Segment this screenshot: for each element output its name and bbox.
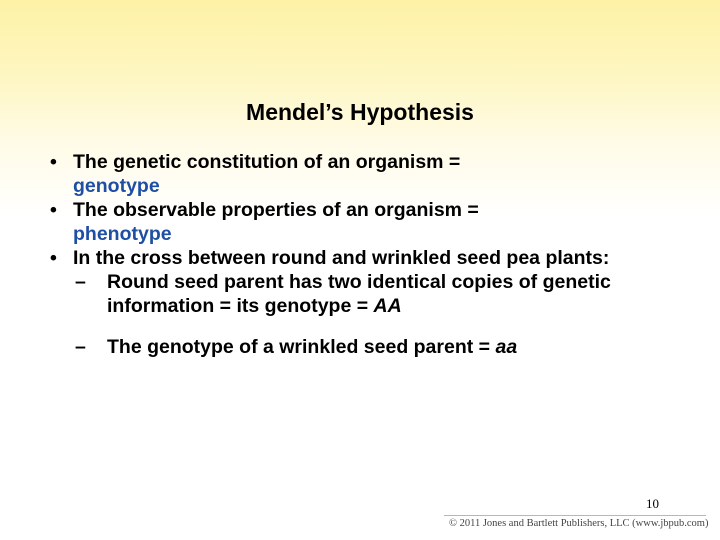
genotype-aa: aa — [495, 336, 518, 358]
bullet-marker: • — [50, 151, 57, 173]
bullet-list — [50, 150, 690, 359]
dash-marker: – — [75, 336, 86, 358]
bullet-text: The genetic constitution of an organism = — [73, 151, 461, 173]
term-phenotype: phenotype — [73, 223, 172, 245]
slide-title — [0, 99, 720, 126]
genotype-AA: AA — [373, 295, 402, 317]
bullet-text: The observable properties of an organism = — [73, 199, 479, 221]
bullet-text: In the cross between round and wrinkled seed pea plants: — [73, 247, 610, 269]
copyright-notice: © 2011 Jones and Bartlett Publishers, LLC (www.jbpub.com) — [449, 518, 709, 529]
footer-divider — [444, 515, 706, 516]
sub-bullet-text: Round seed parent has two identical copies of genetic information = its genotype = — [107, 271, 611, 317]
slide-title-text: Mendel’s Hypothesis — [246, 99, 474, 125]
page-number: 10 — [646, 496, 659, 511]
dash-marker: – — [75, 271, 86, 293]
bullet-marker: • — [50, 199, 57, 221]
bullet-phenotype — [50, 198, 690, 246]
sub-bullet-wrinkled-parent — [50, 335, 690, 359]
bullet-genotype — [50, 150, 690, 198]
bullet-marker: • — [50, 247, 57, 269]
sub-bullet-text: The genotype of a wrinkled seed parent = — [107, 336, 491, 358]
term-genotype: genotype — [73, 175, 160, 197]
sub-bullet-round-parent — [50, 270, 690, 318]
bullet-cross — [50, 246, 690, 270]
